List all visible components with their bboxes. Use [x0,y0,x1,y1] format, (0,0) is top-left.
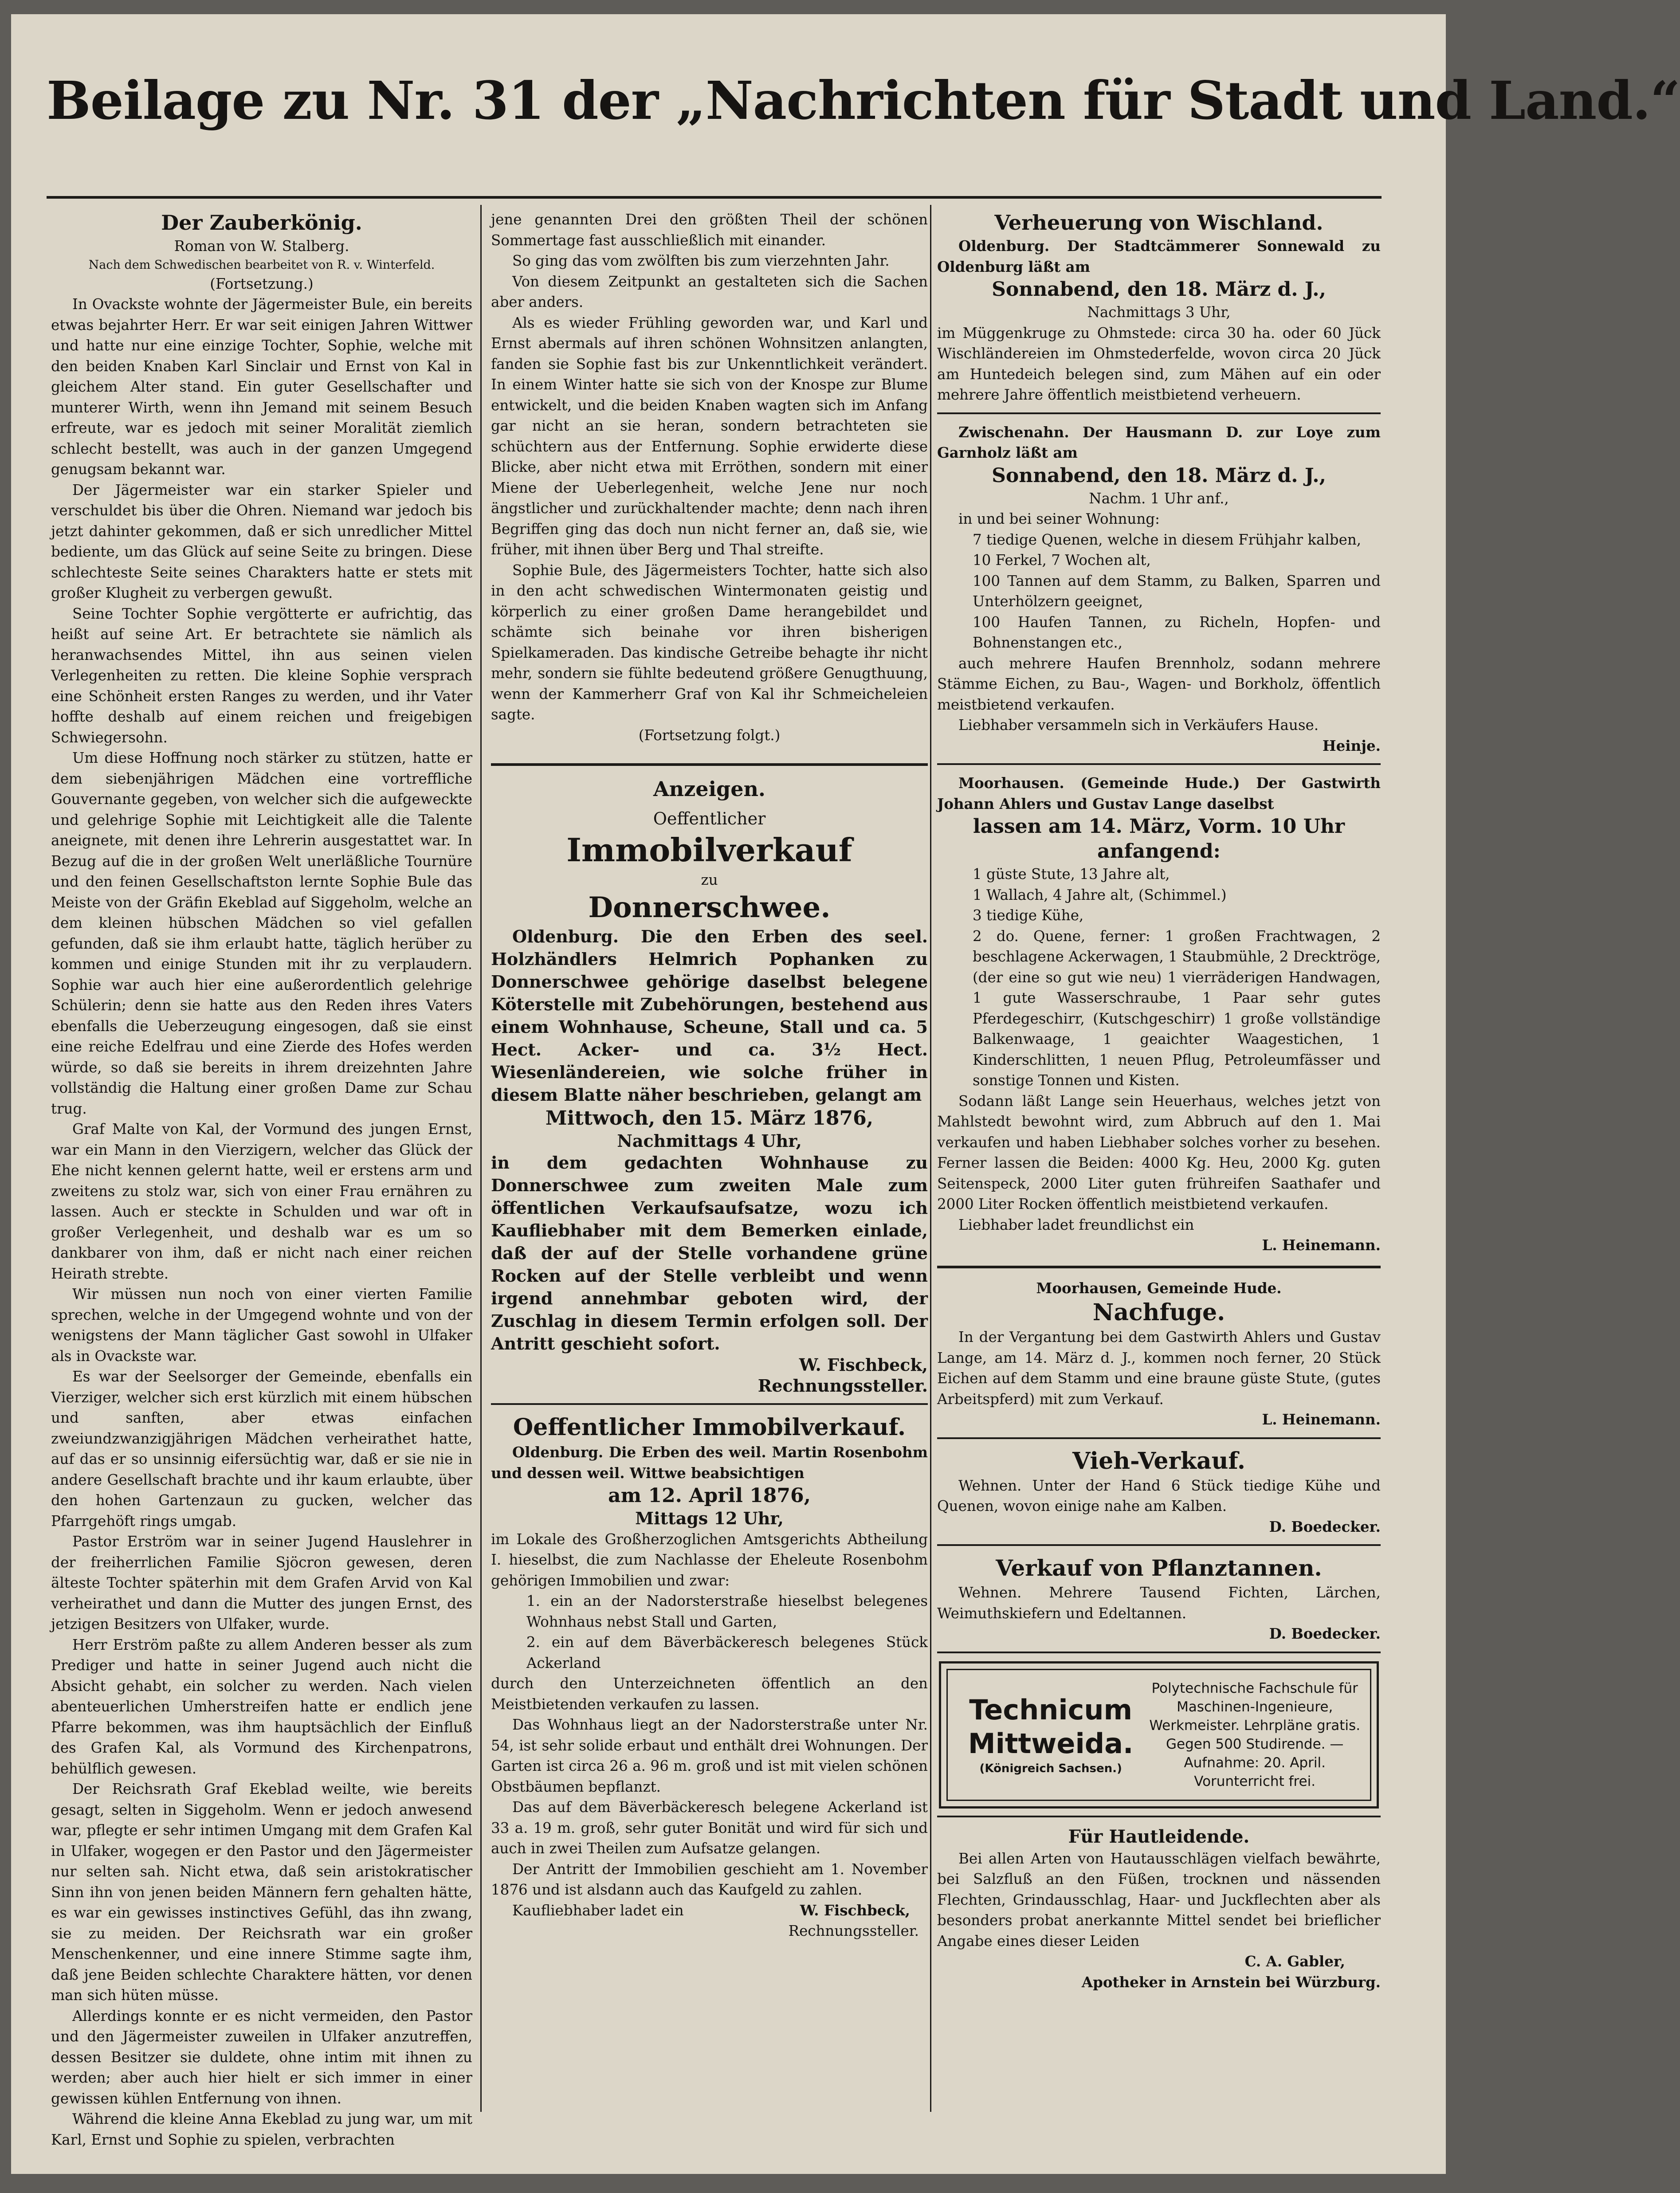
ad1-time: Nachmittags 4 Uhr, [617,1130,802,1151]
ad-moorhausen-date: lassen am 14. März, Vorm. 10 Uhr anfangend: [973,815,1345,863]
novel-paragraph: Der Reichsrath Graf Ekeblad weilte, wie bereits gesagt, selten in Siggeholm. Wenn er jedoch anwesend war, pflegte er sehr intimen Umgang mit dem Grafen Kal in Ulfaker, wogegen er den Pastor und den Jägermeister nur selten sah. Nicht etwa, daß sein aristokratischer Sinn ihn von jenen beiden Männern fern gehalten hätte, es war ein gewisses instinctives Gefühl, das ihn zwang, sie zu meiden. Der Reichsrath war ein großer Menschenkenner, und eine innere Stimme sagte ihm, daß jene Beiden schlechte Charaktere hätten, vor denen man sich hüten müsse. [51,1781,472,2004]
ad1-kicker: Oeffentlicher [653,809,766,828]
ad-divider [937,1816,1381,1817]
novel-subtitle: Roman von W. Stalberg. [174,238,349,255]
ad2-date: am 12. April 1876, [608,1484,811,1507]
column-rule-1 [480,205,482,2112]
ad1-zu: zu [701,871,718,888]
novel-paragraph: Der Jägermeister war ein starker Spieler und verschuldet bis über die Ohren. Niemand war jedoch bis jetzt dahinter gekommen, daß er sich unredlicher Mittel bediente, um das Glück auf seine Seite zu bringen. Diese schlechteste Seite seines Charakters hatte er stets mit großer Klugheit zu verbergen gewußt. [51,481,472,601]
novel-paragraph: Während die kleine Anna Ekeblad zu jung war, um mit Karl, Ernst und Sophie zu spielen, verbrachten [51,2111,472,2148]
novel-paragraph: Graf Malte von Kal, der Vormund des jungen Ernst, war ein Mann in den Vierzigern, welcher das Glück der Ehe nicht kennen gelernt hatte, weil er erstens arm und zweitens zu stolz war, sich von einer Frau ernähren zu lassen. Auch er steckte in Schulden und war oft in großer Verlegenheit, und deshalb war es um so dankbarer von ihm, daß er nicht nach einer reichen Heirath strebte. [51,1121,472,1282]
ad-technicum-name-1: Technicum [969,1693,1133,1726]
ad-moorhausen-item: 2 do. Quene, ferner: 1 großen Frachtwagen, 2 beschlagene Ackerwagen, 1 Staubmühle, 2 Drecktröge, (der eine so gut wie neu) 1 vierräderigen Handwagen, 1 gute Wasserschraube, 1 Paar sehr gutes Pferdegeschirr, (Kutschgeschirr) 1 große vollständige Balkenwaage, 1 geaichter Waagestichen, 1 Kinderschlitten, 1 neuen Pflug, Petroleumfässer und sonstige Tonnen und Kisten. [973,927,1381,1089]
ad-zwischenahn-intro: Zwischenahn. Der Hausmann D. zur Loye zum Garnholz läßt am [937,423,1381,461]
column-3 [937,209,1381,1993]
novel-paragraph: Seine Tochter Sophie vergötterte er aufrichtig, das heißt auf seine Art. Er betrachtete sie nämlich als heranwachsendes Mittel, ihn aus seinen vielen Verlegenheiten zu retten. Die kleine Sophie versprach eine Schönheit ersten Ranges zu werden, und ihr Vater hoffte deshalb auf einem reichen und freigebigen Schwiegersohn. [51,605,472,746]
ad1-date: Mittwoch, den 15. März 1876, [545,1106,874,1130]
ads-section-title: Anzeigen. [653,777,765,801]
novel-paragraph: Von diesem Zeitpunkt an gestalteten sich die Sachen aber anders. [491,273,928,310]
novel-paragraph: Sophie Bule, des Jägermeisters Tochter, hatte sich also in den acht schwedischen Wintermonaten geistig und körperlich zu einer großen Dame herangebildet und schämte sich beinahe vor ihren bisherigen Spielkameraden. Das kindische Getreibe behagte ihr nicht mehr, sondern sie fühlte bedeutend größere Genugthuung, wenn der Kammerherr Graf von Kal ihr Schmeicheleien sagte. [491,561,928,723]
ad2-signature-block [491,1900,928,1921]
ad2-body: im Lokale des Großherzoglichen Amtsgerichts Abtheilung I. hieselbst, die zum Nachlasse der Eheleute Rosenbohm gehörigen Immobilien und zwar: [491,1530,928,1589]
column-2 [491,209,928,1942]
novel-paragraph: In Ovackste wohnte der Jägermeister Bule, ein bereits etwas bejahrter Herr. Er war seit einigen Jahren Wittwer und hatte nur eine einzige Tochter, Sophie, welche mit den beiden Knaben Karl Sinclair und Ernst von Kal in gleichem Alter stand. Ein guter Gesellschafter und munterer Wirth, wenn ihn Jemand mit seinem Besuch erfreute, war es jedoch mit seiner Moralität ziemlich schlecht bestellt, was auch in der ganzen Umgegend genugsam bekannt war. [51,296,472,478]
novel-paragraph: Wir müssen nun noch von einer vierten Familie sprechen, welche in der Umgegend wohnte und von der wenigstens der Mann täglicher Gast sowohl in Ulfaker als in Ovackste war. [51,1286,472,1365]
ad2-paragraph: Der Antritt der Immobilien geschieht am 1. November 1876 und ist alsdann auch das Kaufgeld zu zahlen. [491,1860,928,1898]
section-divider [491,763,928,766]
ad2-time: Mittags 12 Uhr, [635,1508,784,1528]
ad1-signature: W. Fischbeck, [799,1355,928,1375]
masthead-rule [47,196,1382,199]
ad2-signature: W. Fischbeck, [800,1901,910,1919]
ad-moorhausen-more: Sodann läßt Lange sein Heuerhaus, welches jetzt von Mahlstedt bewohnt wird, zum Abbruch auf den 1. Mai verkaufen und haben Liebhaber solches vorher zu besehen. Ferner lassen die Beiden: 4000 Kg. Heu, 2000 Kg. guten Seitenspeck, 2000 Liter guten frühreifen Saathafer und 2000 Liter Rocken öffentlich meistbietend verkaufen. [937,1092,1381,1212]
ad-vieh-title: Vieh-Verkauf. [1072,1447,1246,1475]
ad-moorhausen-item: 1 güste Stute, 13 Jahre alt, [973,866,1170,883]
ad-technicum-region: (Königreich Sachsen.) [979,1761,1122,1775]
ad-hautleidende-title: Für Hautleidende. [1068,1826,1250,1847]
ad-technicum-left [955,1693,1146,1777]
ad-technicum-right: Polytechnische Fachschule für Maschinen-Ingenieure, Werkmeister. Lehrpläne gratis. Gegen 500 Studirende. — Aufnahme: 20. April. Vorunterricht frei. [1149,1680,1361,1789]
ad-wischland-intro: Oldenburg. Der Stadtcämmerer Sonnewald zu Oldenburg läßt am [937,237,1381,275]
ad2-paragraph: Das auf dem Bäverbäckeresch belegene Ackerland ist 33 a. 19 m. groß, sehr guter Bonität und wird für sich und auch in zwei Theilen zum Aufsatze gelangen. [491,1799,928,1857]
ad-vieh-signature: D. Boedecker. [1269,1518,1381,1535]
novel-paragraph: jene genannten Drei den größten Theil der schönen Sommertage fast ausschließlich mit einander. [491,211,928,249]
ad2-invite: Kaufliebhaber ladet ein [512,1902,684,1919]
novel-paragraph: Um diese Hoffnung noch stärker zu stützen, hatte er dem siebenjährigen Mädchen eine vortreffliche Gouvernante gegeben, von welcher sich die aufgeweckte und gelehrige Sophie mit Leichtigkeit alle die Talente aneignete, mit denen ihre Lehrerin ausgestattet war. In Bezug auf die in der großen Welt unerläßliche Tournüre und den feinen Gesellschaftston lernte Sophie Bule das Meiste von der Gräfin Ekeblad auf Siggeholm, welche an dem kleinen hübschen Mädchen so viel gefallen gefunden, daß sie ihm erlaubt hatte, täglich herüber zu kommen und einige Stunden mit ihr zu verplaudern. Sophie war auch hier eine außerordentlich gelehrige Schülerin; denn sie hatte aus den Reden ihres Vaters ebenfalls die Ueberzeugung eingesogen, daß sie einst eine reiche Edelfrau und eine Zierde des Hofes werden würde, so daß sie bereits in ihrem dreizehnten Jahre vollständig die Haltung einer großen Dame zur Schau trug. [51,749,472,1117]
ad-technicum-name-2: Mittweida. [968,1727,1134,1760]
ad1-place: Donnerschwee. [588,891,831,924]
ad-pflanztannen-signature: D. Boedecker. [1269,1625,1381,1642]
ad-zwischenahn-item: 10 Ferkel, 7 Wochen alt, [973,552,1151,569]
ad-divider [937,1437,1381,1439]
ad-hautleidende-signature: C. A. Gabler, [1244,1953,1345,1970]
ad-zwischenahn-item: 7 tiedige Quenen, welche in diesem Frühjahr kalben, [973,531,1362,548]
novel-paragraph: Herr Erström paßte zu allem Anderen besser als zum Prediger und hatte in seiner Jugend auch nicht die Absicht gehabt, ein solcher zu werden. Nach vielen abenteuerlichen Umherstreifen hatte er endlich jene Pfarre bekommen, was ihm hauptsächlich der Einfluß des Grafen Kal, als Vormund des Kirchenpatrons, behülflich gewesen. [51,1636,472,1777]
ad-divider [937,412,1381,414]
ad-divider [491,1403,928,1405]
ad1-title: Immobilverkauf [566,831,852,869]
ad2-item: 1. ein an der Nadorsterstraße hieselbst belegenes Wohnhaus nebst Stall und Garten, [526,1593,928,1630]
to-be-continued: (Fortsetzung folgt.) [638,726,781,744]
ad-zwischenahn-item: 100 Tannen auf dem Stamm, zu Balken, Sparren und Unterhölzern geeignet, [973,572,1381,610]
ad1-body-2: in dem gedachten Wohnhause zu Donnerschwee zum zweiten Male zum öffentlichen Verkaufsaufsatze, wozu ich Kaufliebhaber mit dem Bemerken einlade, daß der auf der Stelle vorhandene grüne Rocken auf der Stelle verbleibt und wenn irgend annehmbar geboten wird, der Zuschlag in diesem Termin erfolgen soll. Der Antritt geschieht sofort. [491,1153,928,1353]
ad-nachfuge-body: In der Vergantung bei dem Gastwirth Ahlers und Gustav Lange, am 14. März d. J., kommen noch ferner, 20 Stück Eichen auf dem Stamm und eine braune güste Stute, (gutes Arbeitspferd) mit zum Verkauf. [937,1329,1381,1408]
ad2-intro: Oldenburg. Die Erben des weil. Martin Rosenbohm und dessen weil. Wittwe beabsichtigen [491,1444,928,1482]
ad-moorhausen-item: 1 Wallach, 4 Jahre alt, (Schimmel.) [973,886,1227,903]
ad-divider [937,1266,1381,1268]
ad-moorhausen-intro: Moorhausen. (Gemeinde Hude.) Der Gastwirth Johann Ahlers und Gustav Lange daselbst [937,774,1381,812]
ad-divider [937,763,1381,765]
novel-paragraph: Allerdings konnte er es nicht vermeiden, den Pastor und den Jägermeister zuweilen in Ulfaker anzutreffen, dessen Besitzer sie duldete, ohne intim mit ihnen zu werden; aber auch hier hielt er sich immer in einer gewissen kühlen Entfernung von ihnen. [51,2007,472,2107]
ad-zwischenahn-invite: Liebhaber versammeln sich in Verkäufers Hause. [958,717,1319,734]
ad-technicum-box [939,1661,1379,1809]
ad-hautleidende-signature-role: Apotheker in Arnstein bei Würzburg. [1081,1973,1381,1991]
novel-paragraph: Pastor Erström war in seiner Jugend Hauslehrer in der freiherrlichen Familie Sjöcron gewesen, deren älteste Tochter späterhin mit dem Grafen Arvid von Kal verheirathet und dann die Mutter des jungen Ernst, des jetzigen Besitzers von Ulfaker, wurde. [51,1533,472,1632]
ad-wischland-date: Sonnabend, den 18. März d. J., [992,278,1326,301]
ad-zwischenahn-item: 100 Haufen Tannen, zu Richeln, Hopfen- und Bohnenstangen etc., [973,613,1381,651]
column-rule-2 [930,205,931,2112]
ad-moorhausen-invite: Liebhaber ladet freundlichst ein [958,1216,1194,1233]
ad-wischland-body: im Müggenkruge zu Ohmstede: circa 30 ha. oder 60 Jück Wischländereien im Ohmstederfelde, wovon circa 20 Jück am Huntedeich belegen sind, zum Mähen auf ein oder mehrere Jahre öffentlich meistbietend verheuern. [937,324,1381,403]
ad-nachfuge-head: Moorhausen, Gemeinde Hude. [1036,1279,1282,1297]
ad-zwischenahn-time: Nachm. 1 Uhr anf., [1089,490,1229,507]
ad-nachfuge-title: Nachfuge. [1092,1299,1225,1326]
ad-technicum-inner [946,1669,1371,1801]
ad-zwischenahn-signature: Heinje. [1322,737,1381,754]
ad2-signature-role: Rechnungssteller. [788,1922,919,1939]
ad-divider [937,1652,1381,1653]
ad-zwischenahn-date: Sonnabend, den 18. März d. J., [992,464,1326,487]
ad-hautleidende-body: Bei allen Arten von Hautausschlägen vielfach bewährte, bei Salzfluß an den Füßen, trocknen und nässenden Flechten, Grindausschlag, Haar- und Juckflechten aber als besonders probat anerkannte Mittel sendet bei brieflicher Angabe eines dieser Leiden [937,1850,1381,1950]
ad1-body: Oldenburg. Die den Erben des seel. Holzhändlers Helmrich Pophanken zu Donnerschwee gehörige daselbst belegene Köterstelle mit Zubehörungen, bestehend aus einem Wohnhause, Scheune, Stall und ca. 5 Hect. Acker- und ca. 3½ Hect. Wiesenländereien, wie solche früher in diesem Blatte näher beschrieben, gelangt am [491,926,928,1105]
novel-continuation: (Fortsetzung.) [210,275,314,292]
ad-zwischenahn-more: auch mehrere Haufen Brennholz, sodann mehrere Stämme Eichen, zu Bau-, Wagen- und Borkholz, öffentlich meistbietend verkaufen. [937,655,1381,713]
ad-moorhausen-signature: L. Heinemann. [1262,1236,1381,1254]
ad2-paragraph: Das Wohnhaus liegt an der Nadorsterstraße unter Nr. 54, ist sehr solide erbaut und enthält drei Wohnungen. Der Garten ist circa 26 a. 96 m. groß und ist mit vielen schönen Obstbäumen bepflanzt. [491,1716,928,1795]
ad-nachfuge-signature: L. Heinemann. [1262,1411,1381,1428]
ad-pflanztannen-body: Wehnen. Mehrere Tausend Fichten, Lärchen, Weimuthskiefern und Edeltannen. [937,1584,1381,1622]
novel-paragraph: Als es wieder Frühling geworden war, und Karl und Ernst abermals auf ihren schönen Wohnsitzen anlangten, fanden sie Sophie fast bis zur Unkenntlichkeit verändert. In einem Winter hatte sie sich von der Knospe zur Blume entwickelt, und die beiden Knaben wagten sich im Anfang gar nicht an sie heran, sondern betrachteten sie schüchtern aus der Entfernung. Sophie erwiderte diese Blicke, aber nicht etwa mit Erröthen, sondern mit einer Miene der Ueberlegenheit, welche Jene nur noch ängstlicher und zurückhaltender machte; denn nach ihren Begriffen ging das doch nun nicht ferner an, daß sie, wie früher, mit ihnen über Berg und Thal streifte. [491,314,928,558]
ad-moorhausen-item: 3 tiedige Kühe, [973,907,1084,924]
ad-divider [937,1544,1381,1546]
novel-title: Der Zauberkönig. [161,211,362,235]
ad-pflanztannen-title: Verkauf von Pflanztannen. [996,1555,1322,1581]
ad2-after: durch den Unterzeichneten öffentlich an den Meistbietenden verkaufen zu lassen. [491,1675,928,1713]
ad2-title: Oeffentlicher Immobilverkauf. [513,1414,906,1441]
newspaper-page [11,14,1680,2174]
novel-credit: Nach dem Schwedischen bearbeitet von R. v. Winterfeld. [88,258,435,272]
ad-wischland-time: Nachmittags 3 Uhr, [1087,304,1231,321]
ad-vieh-body: Wehnen. Unter der Hand 6 Stück tiedige Kühe und Quenen, wovon einige nahe am Kalben. [937,1477,1381,1514]
ad-zwischenahn-where: in und bei seiner Wohnung: [958,510,1160,527]
column-1 [51,209,472,2150]
ad2-item: 2. ein auf dem Bäverbäckeresch belegenes Stück Ackerland [526,1634,928,1671]
novel-paragraph: So ging das vom zwölften bis zum vierzehnten Jahr. [512,252,890,269]
novel-paragraph: Es war der Seelsorger der Gemeinde, ebenfalls ein Vierziger, welcher sich erst kürzlich mit einem hübschen und sanften, aber etwas einfachen zweiundzwanzigjährigen Mädchen verheirathet hatte, auf das er so unsinnig eifersüchtig war, daß er sie nie in andere Gesellschaft brachte und ihr kaum erlaubte, über den hohen Gartenzaun zu gucken, welcher das Pfarrgehöft rings umgab. [51,1368,472,1530]
masthead: Beilage zu Nr. 31 der „Nachrichten für Stadt und Land.“ [47,70,1680,131]
ad-wischland-title: Verheuerung von Wischland. [994,211,1323,235]
ad1-signature-role: Rechnungssteller. [758,1375,928,1396]
